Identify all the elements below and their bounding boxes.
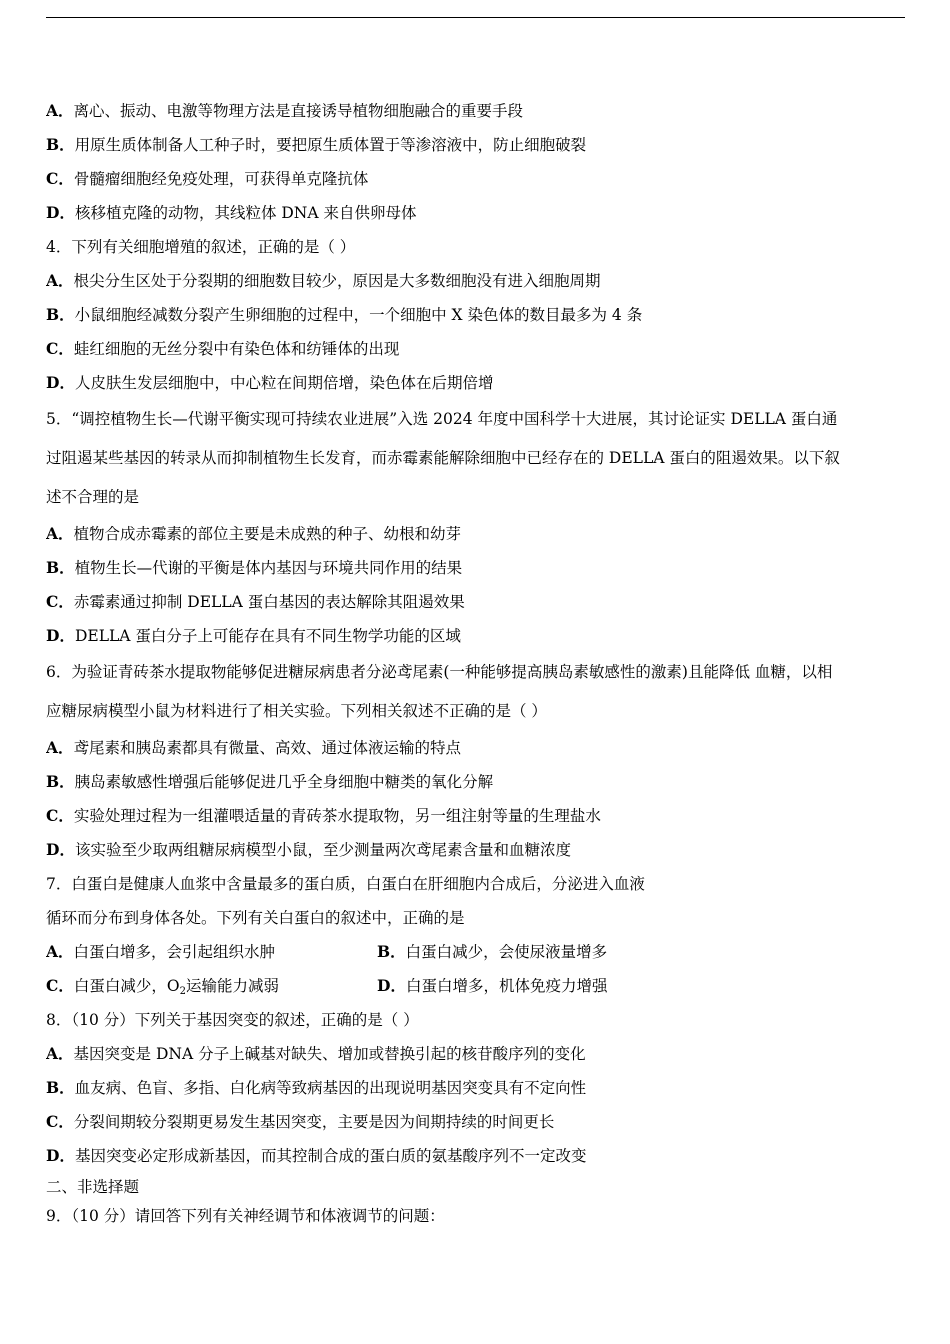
q8-option-a: A．基因突变是 DNA 分子上碱基对缺失、增加或替换引起的核苷酸序列的变化: [46, 1044, 586, 1063]
q5-option-c: C．赤霉素通过抑制 DELLA 蛋白基因的表达解除其阻遏效果: [46, 592, 465, 611]
q5-stem-line-2: 过阻遏某些基因的转录从而抑制植物生长发育，而赤霉素能解除细胞中已经存在的 DELLA 蛋白的阻遏效果。以下叙: [46, 449, 840, 467]
q7-options-row-2: [46, 969, 906, 1003]
q5-option-d: D．DELLA 蛋白分子上可能存在具有不同生物学功能的区域: [46, 626, 461, 645]
q6-option-d: D．该实验至少取两组糖尿病模型小鼠，至少测量两次鸢尾素含量和血糖浓度: [46, 840, 571, 859]
q7-options-row-1: [46, 935, 906, 969]
q6-option-b: B．胰岛素敏感性增强后能够促进几乎全身细胞中糖类的氧化分解: [46, 772, 494, 791]
subscript-2: 2: [179, 986, 186, 997]
q3-option-b: B．用原生质体制备人工种子时，要把原生质体置于等渗溶液中，防止细胞破裂: [46, 135, 587, 154]
q5-stem-line-1: 5．“调控植物生长—代谢平衡实现可持续农业进展”入选 2024 年度中国科学十大进展，其讨论证实 DELLA 蛋白通: [46, 410, 838, 428]
q8-option-d: D．基因突变必定形成新基因，而其控制合成的蛋白质的氨基酸序列不一定改变: [46, 1146, 587, 1165]
q8-option-b: B．血友病、色盲、多指、白化病等致病基因的出现说明基因突变具有不定向性: [46, 1078, 587, 1097]
q4-option-c: C．蛙红细胞的无丝分裂中有染色体和纺锤体的出现: [46, 339, 400, 358]
q6-stem-line-1: 6．为验证青砖茶水提取物能够促进糖尿病患者分泌鸢尾素(一种能够提高胰岛素敏感性的激素)且能降低 血糖，以相: [46, 663, 833, 681]
q9-stem: 9．（10 分）请回答下列有关神经调节和体液调节的问题：: [46, 1207, 445, 1225]
section-heading: 二、非选择题: [46, 1178, 140, 1196]
q7-option-a: A．白蛋白增多，会引起组织水肿: [46, 942, 276, 961]
q3-option-a: A．离心、振动、电激等物理方法是直接诱导植物细胞融合的重要手段: [46, 101, 524, 120]
q7-option-c: C．白蛋白减少，$O_2$运输能力减弱: [46, 976, 279, 997]
q7-option-b: B．白蛋白减少，会使尿液量增多: [377, 942, 608, 961]
q6-option-c: C．实验处理过程为一组灌喂适量的青砖茶水提取物，另一组注射等量的生理盐水: [46, 806, 601, 825]
q5-option-a: A．植物合成赤霉素的部位主要是未成熟的种子、幼根和幼芽: [46, 524, 462, 543]
q7-option-d: D．白蛋白增多，机体免疫力增强: [377, 976, 608, 995]
q5-stem-line-3: 述不合理的是: [46, 488, 140, 506]
q4-option-d: D．人皮肤生发层细胞中，中心粒在间期倍增，染色体在后期倍增: [46, 373, 494, 392]
q3-option-d: D．核移植克隆的动物，其线粒体 DNA 来自供卵母体: [46, 203, 417, 222]
header-rule: [46, 17, 905, 18]
q7-stem-line-1: 7．白蛋白是健康人血浆中含量最多的蛋白质，白蛋白在肝细胞内合成后，分泌进入血液: [46, 875, 645, 893]
q7-stem-line-2: 循环而分布到身体各处。下列有关白蛋白的叙述中，正确的是: [46, 909, 465, 927]
q3-option-c: C．骨髓瘤细胞经免疫处理，可获得单克隆抗体: [46, 169, 369, 188]
q8-stem: 8．（10 分）下列关于基因突变的叙述，正确的是（ ）: [46, 1011, 419, 1029]
q4-option-a: A．根尖分生区处于分裂期的细胞数目较少，原因是大多数细胞没有进入细胞周期: [46, 271, 601, 290]
exam-page: [46, 94, 906, 1231]
q8-option-c: C．分裂间期较分裂期更易发生基因突变，主要是因为间期持续的时间更长: [46, 1112, 555, 1131]
q6-stem-line-2: 应糖尿病模型小鼠为材料进行了相关实验。下列相关叙述不正确的是（ ）: [46, 702, 547, 720]
q6-option-a: A．鸢尾素和胰岛素都具有微量、高效、通过体液运输的特点: [46, 738, 462, 757]
q5-option-b: B．植物生长—代谢的平衡是体内基因与环境共同作用的结果: [46, 558, 463, 577]
q4-stem: 4．下列有关细胞增殖的叙述，正确的是（ ）: [46, 238, 356, 256]
q4-option-b: B．小鼠细胞经减数分裂产生卵细胞的过程中，一个细胞中 X 染色体的数目最多为 4 条: [46, 305, 643, 324]
